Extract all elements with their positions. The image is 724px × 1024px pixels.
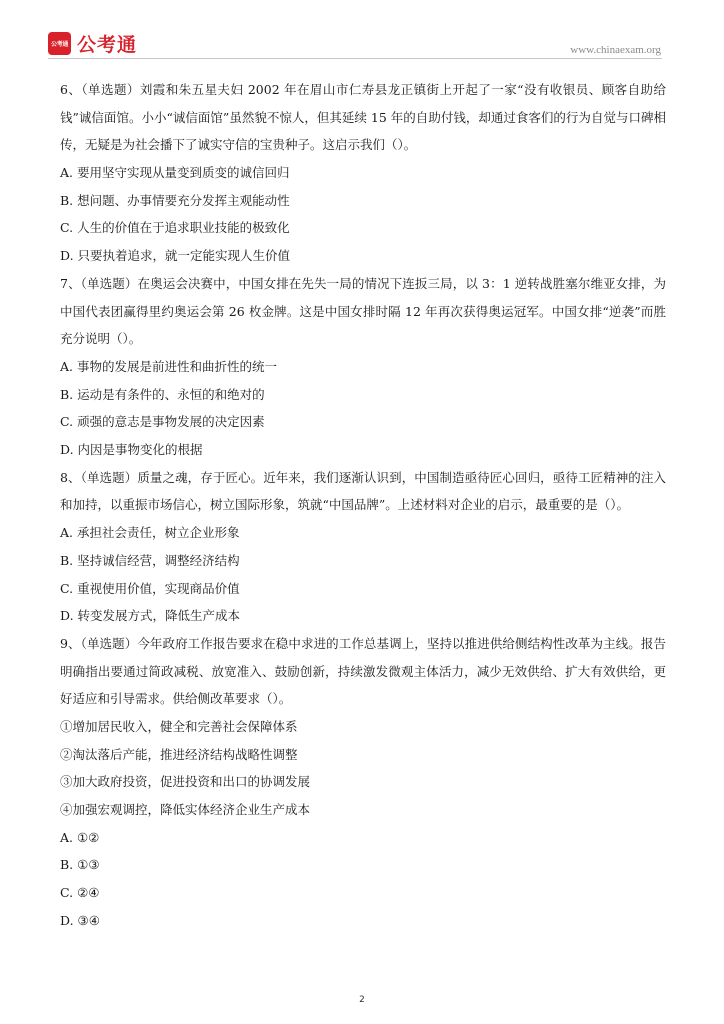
option-d: D. 只要执着追求，就一定能实现人生价值 <box>60 248 291 264</box>
option-b: B. 运动是有条件的、永恒的和绝对的 <box>60 386 265 402</box>
option-a: A. ①② <box>60 829 100 845</box>
question-7 <box>60 270 666 464</box>
option-c: C. 重视使用价值，实现商品价值 <box>60 580 240 596</box>
question-list <box>60 76 666 934</box>
question-stem: 9、（单选题）今年政府工作报告要求在稳中求进的工作总基调上，坚持以推进供给侧结构性改革为主线。报告明确指出要通过简政减税、放宽准入、鼓励创新，持续激发微观主体活力，减少无效供给、扩大有效供给，更好适应和引导需求。供给侧改革要求（）。 <box>60 635 666 707</box>
logo-badge <box>48 32 71 55</box>
logo-badge-text: 公考通 <box>50 41 69 48</box>
option-c: C. 人生的价值在于追求职业技能的极致化 <box>60 220 290 236</box>
option-a: A. 事物的发展是前进性和曲折性的统一 <box>60 358 277 374</box>
question-8 <box>60 464 666 630</box>
statement-4: ④加强宏观调控，降低实体经济企业生产成本 <box>60 802 311 818</box>
option-b: B. 想问题、办事情要充分发挥主观能动性 <box>60 192 290 208</box>
option-a: A. 承担社会责任，树立企业形象 <box>60 525 240 541</box>
option-d: D. ③④ <box>60 912 100 928</box>
option-d: D. 转变发展方式，降低生产成本 <box>60 608 241 624</box>
option-b: B. ①③ <box>60 857 100 873</box>
question-stem: 8、（单选题）质量之魂，存于匠心。近年来，我们逐渐认识到，中国制造亟待匠心回归，亟待工匠精神的注入和加持，以重振市场信心，树立国际形象，筑就“中国品牌”。上述材料对企业的启示，最重要的是（）。 <box>60 469 666 513</box>
page-header <box>0 0 724 60</box>
question-stem: 6、（单选题）刘霞和朱五星夫妇 2002 年在眉山市仁寿县龙正镇街上开起了一家“没有收银员、顾客自助给钱”诚信面馆。小小“诚信面馆”虽然貌不惊人，但其延续 15 年的自助付钱，却通过食客们的行为自觉与口碑相传，无疑是为社会播下了诚实守信的宝贵种子。这启示我们（）。 <box>60 82 666 153</box>
statement-1: ①增加居民收入，健全和完善社会保障体系 <box>60 718 298 734</box>
question-9 <box>60 630 666 935</box>
option-d: D. 内因是事物变化的根据 <box>60 442 203 458</box>
option-b: B. 坚持诚信经营，调整经济结构 <box>60 552 240 568</box>
statement-2: ②淘汰落后产能，推进经济结构战略性调整 <box>60 746 298 762</box>
statement-3: ③加大政府投资，促进投资和出口的协调发展 <box>60 774 311 790</box>
question-6 <box>60 76 666 270</box>
option-a: A. 要用坚守实现从量变到质变的诚信回归 <box>60 165 290 181</box>
option-c: C. 顽强的意志是事物发展的决定因素 <box>60 414 265 430</box>
page-number: 2 <box>359 995 365 1005</box>
logo-wordmark: 公考通 <box>77 34 138 56</box>
site-url: www.chinaexam.org <box>570 44 661 56</box>
question-stem: 7、（单选题）在奥运会决赛中，中国女排在先失一局的情况下连扳三局，以 3：1 逆转战胜塞尔维亚女排，为中国代表团赢得里约奥运会第 26 枚金牌。这是中国女排时隔 12 年再次获得奥运冠军。中国女排“逆袭”而胜充分说明（）。 <box>60 275 666 347</box>
option-c: C. ②④ <box>60 885 100 901</box>
header-divider <box>48 58 662 59</box>
